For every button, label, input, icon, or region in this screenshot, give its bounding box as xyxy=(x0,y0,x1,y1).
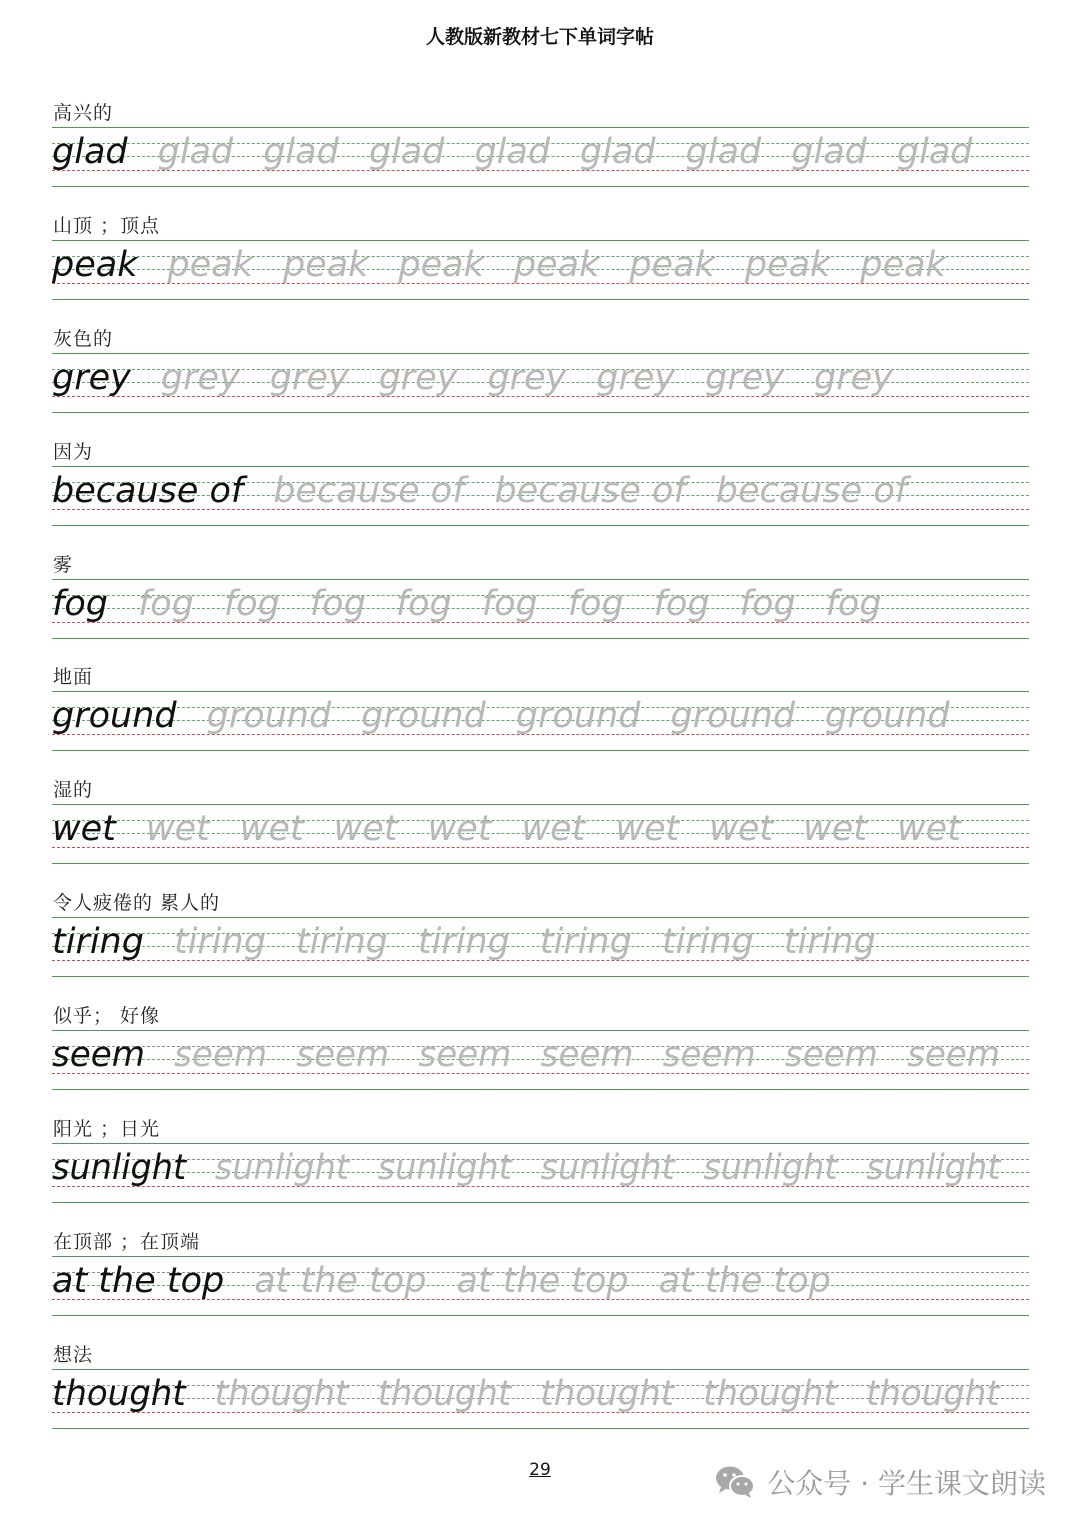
trace-word: glad xyxy=(791,132,867,172)
word-row xyxy=(52,694,980,744)
english-word: glad xyxy=(52,132,128,172)
guide-line-top xyxy=(52,1256,1029,1257)
trace-word: glad xyxy=(263,132,339,172)
vocab-entry xyxy=(0,547,1080,660)
trace-word: at the top xyxy=(658,1260,831,1301)
handwriting-lines xyxy=(52,1369,1029,1430)
trace-word: sunlight xyxy=(866,1148,1001,1189)
trace-word: thought xyxy=(865,1373,1000,1414)
chinese-meaning: 灰色的 xyxy=(53,327,114,350)
trace-word: wet xyxy=(709,809,774,850)
trace-word: seem xyxy=(540,1035,634,1076)
trace-word: tiring xyxy=(783,922,876,963)
trace-word: seem xyxy=(784,1035,878,1076)
vocab-entry xyxy=(0,1337,1080,1450)
trace-word: peak xyxy=(629,244,715,285)
english-word: peak xyxy=(52,244,138,285)
chinese-meaning: 地面 xyxy=(53,666,94,689)
trace-word: fog xyxy=(653,583,710,624)
english-word: thought xyxy=(52,1373,186,1414)
trace-word: peak xyxy=(167,244,253,285)
handwriting-lines xyxy=(52,691,1029,752)
trace-word: thought xyxy=(540,1373,675,1414)
page-number: 29 xyxy=(529,1460,551,1480)
trace-word: tiring xyxy=(539,922,632,963)
english-word: at the top xyxy=(52,1260,225,1301)
trace-word: glad xyxy=(474,132,551,172)
trace-word: seem xyxy=(174,1035,268,1076)
trace-word: tiring xyxy=(417,922,510,963)
english-word: seem xyxy=(52,1035,145,1076)
trace-word: seem xyxy=(907,1035,1001,1076)
word-row xyxy=(52,243,976,293)
word-row xyxy=(52,130,1002,180)
word-row xyxy=(52,1146,1029,1196)
guide-line-bottom xyxy=(52,750,1029,751)
chinese-meaning: 阳光 ；日光 xyxy=(53,1118,161,1141)
word-row xyxy=(52,920,906,970)
trace-word: wet xyxy=(239,809,304,850)
trace-word: wet xyxy=(427,809,492,850)
handwriting-lines xyxy=(52,127,1029,188)
trace-word: fog xyxy=(567,583,624,624)
handwriting-lines xyxy=(52,804,1029,865)
trace-word: wet xyxy=(145,809,210,850)
guide-line-bottom xyxy=(52,525,1029,526)
trace-word: fog xyxy=(825,583,882,624)
trace-word: because of xyxy=(715,470,908,511)
trace-word: thought xyxy=(214,1373,349,1414)
chinese-meaning: 令人疲倦的 累人的 xyxy=(53,892,221,915)
english-word: grey xyxy=(52,357,131,398)
guide-line-top xyxy=(52,917,1029,918)
trace-word: ground xyxy=(825,696,950,737)
guide-line-top xyxy=(52,1030,1029,1031)
guide-line-bottom xyxy=(52,1315,1029,1316)
guide-line-bottom xyxy=(52,863,1029,864)
guide-line-bottom xyxy=(52,1202,1029,1203)
vocab-entry xyxy=(0,208,1080,321)
wechat-icon xyxy=(715,1465,755,1499)
guide-line-bottom xyxy=(52,299,1029,300)
vocab-entry xyxy=(0,321,1080,434)
trace-word: grey xyxy=(378,357,458,398)
trace-word: glad xyxy=(685,132,762,172)
trace-word: tiring xyxy=(295,922,388,963)
trace-word: wet xyxy=(521,809,586,850)
guide-line-top xyxy=(52,579,1029,580)
trace-word: fog xyxy=(739,583,796,624)
trace-word: grey xyxy=(705,357,785,398)
english-word: wet xyxy=(52,809,116,850)
trace-word: because of xyxy=(494,470,686,511)
english-word: ground xyxy=(52,696,177,737)
vocab-entry xyxy=(0,772,1080,885)
handwriting-lines xyxy=(52,1143,1029,1204)
guide-line-bottom xyxy=(52,976,1029,977)
guide-line-top xyxy=(52,353,1029,354)
handwriting-lines xyxy=(52,466,1029,527)
handwriting-lines xyxy=(52,353,1029,414)
page-title: 人教版新教材七下单词字帖 xyxy=(425,26,654,48)
trace-word: ground xyxy=(206,696,332,737)
guide-line-bottom xyxy=(52,186,1029,187)
trace-word: grey xyxy=(596,357,676,398)
guide-line-top xyxy=(52,240,1029,241)
trace-word: peak xyxy=(744,244,831,285)
trace-word: grey xyxy=(269,357,349,398)
word-row xyxy=(52,1033,1029,1083)
vocab-entry xyxy=(0,885,1080,998)
trace-word: fog xyxy=(309,583,366,624)
word-row xyxy=(52,807,991,857)
guide-line-top xyxy=(52,1143,1029,1144)
word-row xyxy=(52,1259,861,1309)
trace-word: thought xyxy=(377,1373,512,1414)
chinese-meaning: 雾 xyxy=(53,553,74,576)
guide-line-bottom xyxy=(52,638,1029,639)
trace-word: glad xyxy=(896,132,973,172)
trace-word: sunlight xyxy=(540,1148,675,1189)
trace-word: tiring xyxy=(661,922,754,963)
word-row xyxy=(52,469,937,519)
trace-word: fog xyxy=(137,583,194,624)
word-row xyxy=(52,1372,1029,1422)
vocab-entry xyxy=(0,1111,1080,1224)
guide-line-top xyxy=(52,127,1029,128)
vocab-entry xyxy=(0,434,1080,547)
chinese-meaning: 山顶 ；顶点 xyxy=(53,214,161,237)
guide-line-bottom xyxy=(52,1428,1029,1429)
trace-word: grey xyxy=(160,357,240,398)
trace-word: peak xyxy=(282,244,369,285)
handwriting-lines xyxy=(52,1256,1029,1317)
trace-word: peak xyxy=(860,244,946,285)
trace-word: peak xyxy=(398,244,484,285)
english-word: because of xyxy=(52,470,244,511)
trace-word: seem xyxy=(296,1035,390,1076)
trace-word: glad xyxy=(580,132,656,172)
trace-word: fog xyxy=(223,583,280,624)
trace-word: wet xyxy=(897,809,961,850)
chinese-meaning: 想法 xyxy=(53,1343,94,1366)
vocab-entry xyxy=(0,95,1080,208)
chinese-meaning: 似乎； 好像 xyxy=(53,1005,161,1028)
guide-line-top xyxy=(52,804,1029,805)
word-row xyxy=(52,356,923,406)
vocab-entry xyxy=(0,659,1080,772)
watermark xyxy=(715,1462,1046,1502)
handwriting-lines xyxy=(52,579,1029,640)
trace-word: ground xyxy=(361,696,486,737)
trace-word: sunlight xyxy=(377,1148,512,1189)
chinese-meaning: 因为 xyxy=(53,440,94,463)
trace-word: seem xyxy=(418,1035,512,1076)
trace-word: at the top xyxy=(254,1260,427,1301)
chinese-meaning: 高兴的 xyxy=(53,102,114,124)
trace-word: sunlight xyxy=(214,1148,349,1189)
trace-word: peak xyxy=(513,244,600,285)
trace-word: grey xyxy=(814,357,893,398)
chinese-meaning: 湿的 xyxy=(53,779,94,802)
guide-line-bottom xyxy=(52,412,1029,413)
trace-word: ground xyxy=(670,696,796,737)
trace-word: thought xyxy=(703,1373,837,1414)
trace-word: because of xyxy=(273,470,465,511)
handwriting-lines xyxy=(52,1030,1029,1091)
trace-word: seem xyxy=(662,1035,756,1076)
trace-word: fog xyxy=(481,583,538,624)
trace-word: grey xyxy=(487,357,567,398)
handwriting-lines xyxy=(52,240,1029,301)
chinese-meaning: 在顶部 ；在顶端 xyxy=(53,1230,201,1253)
handwriting-lines xyxy=(52,917,1029,978)
vocab-entry xyxy=(0,1224,1080,1337)
trace-word: tiring xyxy=(173,922,266,963)
trace-word: sunlight xyxy=(703,1148,838,1189)
guide-line-top xyxy=(52,466,1029,467)
trace-word: ground xyxy=(515,696,641,737)
vocab-entry xyxy=(0,998,1080,1111)
english-word: fog xyxy=(52,583,108,624)
english-word: sunlight xyxy=(52,1148,187,1189)
guide-line-top xyxy=(52,691,1029,692)
trace-word: at the top xyxy=(456,1260,629,1301)
vocabulary-list xyxy=(0,95,1080,1450)
trace-word: wet xyxy=(615,809,680,850)
word-row xyxy=(52,582,912,632)
trace-word: glad xyxy=(157,132,234,172)
trace-word: glad xyxy=(368,132,445,172)
guide-line-bottom xyxy=(52,1089,1029,1090)
trace-word: fog xyxy=(395,583,452,624)
guide-line-top xyxy=(52,1369,1029,1370)
watermark-text: 公众号 · 学生课文朗读 xyxy=(767,1467,1046,1500)
trace-word: wet xyxy=(803,809,868,850)
trace-word: wet xyxy=(333,809,398,850)
english-word: tiring xyxy=(52,922,144,963)
